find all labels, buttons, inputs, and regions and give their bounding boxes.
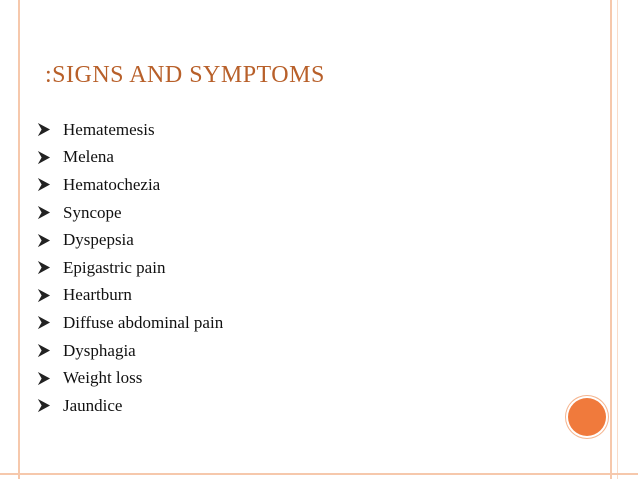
list-item-text: Heartburn <box>63 285 132 305</box>
border-line-left <box>18 0 20 479</box>
list-item-text: Syncope <box>63 202 122 222</box>
arrow-bullet-icon <box>36 150 51 165</box>
list-item <box>36 254 223 282</box>
list-item-text: Diffuse abdominal pain <box>63 312 224 332</box>
list-item-text: Hematemesis <box>63 119 155 139</box>
list-item-text: Dyspepsia <box>63 230 134 250</box>
list-item-text: Melena <box>63 147 114 167</box>
arrow-bullet-icon <box>36 260 51 275</box>
arrow-bullet-icon <box>36 343 51 358</box>
list-item-text: Jaundice <box>63 395 123 415</box>
arrow-bullet-icon <box>36 122 51 137</box>
list-item <box>36 364 223 392</box>
list-item <box>36 226 223 254</box>
list-item <box>36 309 223 337</box>
list-item <box>36 392 223 420</box>
list-item <box>36 282 223 310</box>
arrow-bullet-icon <box>36 371 51 386</box>
border-line-right <box>610 0 612 479</box>
arrow-bullet-icon <box>36 177 51 192</box>
slide-title: :SIGNS AND SYMPTOMS <box>45 62 325 88</box>
arrow-bullet-icon <box>36 315 51 330</box>
list-item-text: Weight loss <box>63 368 143 388</box>
arrow-bullet-icon <box>36 288 51 303</box>
list-item <box>36 337 223 365</box>
list-item <box>36 116 223 144</box>
bullet-list <box>36 116 223 420</box>
list-item <box>36 171 223 199</box>
border-line-bottom <box>0 473 638 475</box>
border-line-right-inner <box>617 0 618 479</box>
arrow-bullet-icon <box>36 205 51 220</box>
list-item <box>36 144 223 172</box>
arrow-bullet-icon <box>36 233 51 248</box>
list-item-text: Dysphagia <box>63 340 136 360</box>
list-item-text: Hematochezia <box>63 174 161 194</box>
list-item-text: Epigastric pain <box>63 257 166 277</box>
arrow-bullet-icon <box>36 398 51 413</box>
orange-circle <box>568 398 606 436</box>
list-item <box>36 199 223 227</box>
